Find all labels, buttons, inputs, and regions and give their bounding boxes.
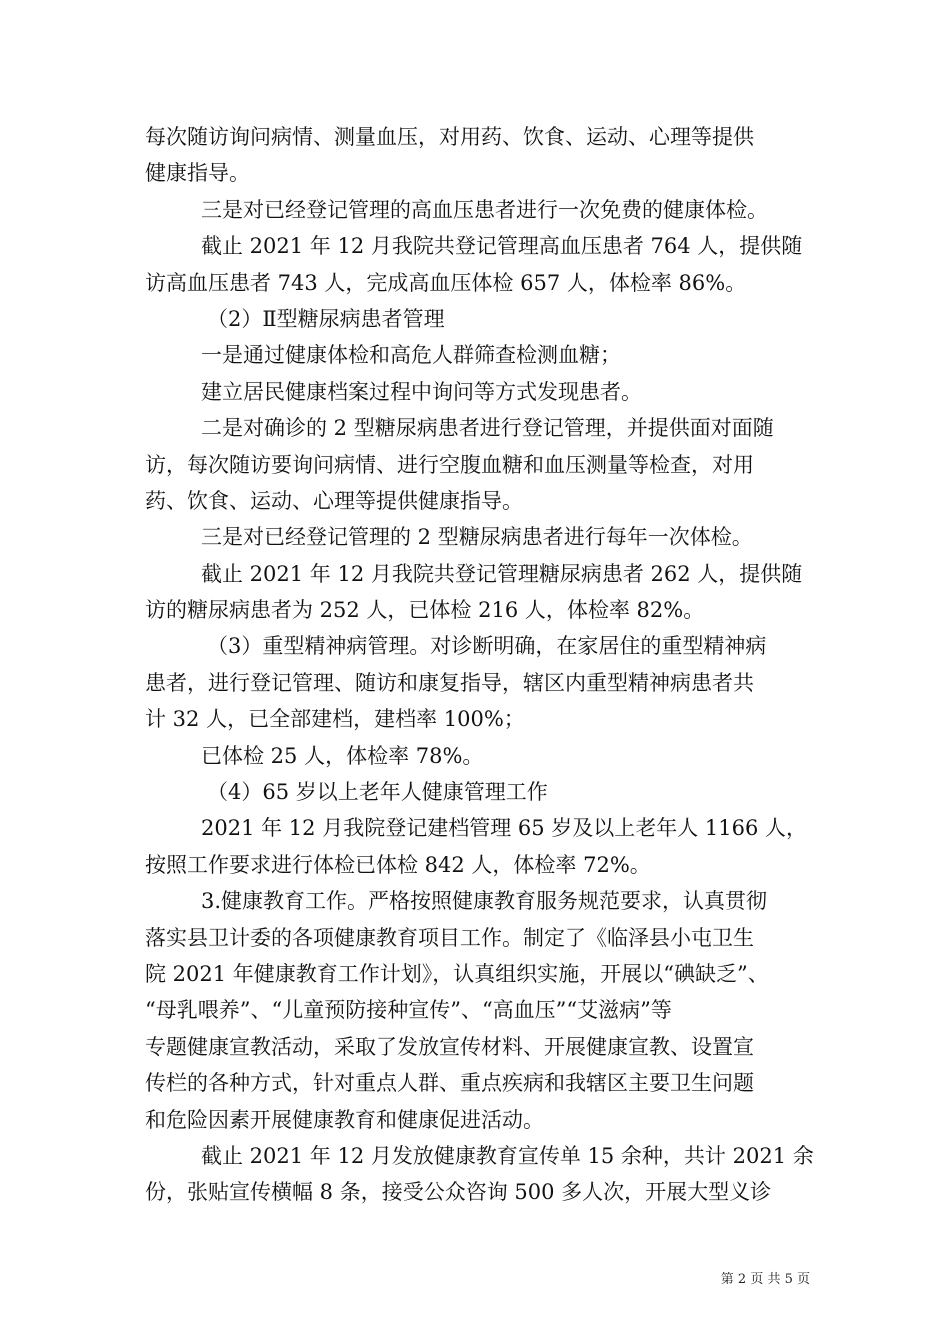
section-heading: （3）重型精神病管理。对诊断明确，在家居住的重型精神病 [207, 634, 767, 659]
text-line: “母乳喂养”、“儿童预防接种宣传”、“高血压”“艾滋病”等 [145, 998, 672, 1023]
text-line: 份，张贴宣传横幅 8 条，接受公众咨询 500 多人次，开展大型义诊 [145, 1180, 772, 1205]
text-line: 患者，进行登记管理、随访和康复指导，辖区内重型精神病患者共 [145, 670, 754, 695]
text-line: 访的糖尿病患者为 252 人，已体检 216 人，体检率 82%。 [145, 598, 705, 623]
text-line: 三是对已经登记管理的 2 型糖尿病患者进行每年一次体检。 [201, 525, 753, 550]
text-line: 截止 2021 年 12 月发放健康教育宣传单 15 余种，共计 2021 余 [201, 1143, 814, 1168]
text-line: 每次随访询问病情、测量血压，对用药、饮食、运动、心理等提供 [145, 125, 754, 149]
text-line: 截止 2021 年 12 月我院共登记管理高血压患者 764 人，提供随 [201, 234, 803, 259]
page-number: 第 2 页 共 5 页 [720, 1272, 810, 1287]
text-line: 院 2021 年健康教育工作计划》，认真组织实施，开展以“碘缺乏”、 [145, 961, 769, 986]
text-line: 建立居民健康档案过程中询问等方式发现患者。 [201, 379, 642, 404]
text-line: 截止 2021 年 12 月我院共登记管理糖尿病患者 262 人，提供随 [201, 561, 803, 586]
text-line: 计 32 人，已全部建档，建档率 100%； [145, 707, 525, 732]
text-line: 和危险因素开展健康教育和健康促进活动。 [145, 1107, 544, 1132]
text-line: 三是对已经登记管理的高血压患者进行一次免费的健康体检。 [201, 197, 768, 222]
text-line: 二是对确诊的 2 型糖尿病患者进行登记管理，并提供面对面随 [201, 416, 774, 441]
text-line: 落实县卫计委的各项健康教育项目工作。制定了《临泽县小屯卫生 [145, 925, 754, 950]
text-line: 已体检 25 人，体检率 78%。 [201, 743, 484, 768]
text-line: 3.健康教育工作。严格按照健康教育服务规范要求，认真贯彻 [201, 889, 768, 914]
text-line: 药、饮食、运动、心理等提供健康指导。 [145, 488, 523, 513]
section-heading: （4）65 岁以上老年人健康管理工作 [207, 780, 548, 805]
text-line: 按照工作要求进行体检已体检 842 人，体检率 72%。 [145, 852, 651, 877]
document-body [145, 119, 815, 1211]
text-line: 访高血压患者 743 人，完成高血压体检 657 人，体检率 86%。 [145, 270, 747, 295]
text-line: 访，每次随访要询问病情、进行空腹血糖和血压测量等检查，对用 [145, 452, 754, 477]
section-heading: （2）Ⅱ型糖尿病患者管理 [207, 306, 445, 331]
text-line: 健康指导。 [145, 161, 250, 186]
text-line: 传栏的各种方式，针对重点人群、重点疾病和我辖区主要卫生问题 [145, 1071, 754, 1096]
text-line: 专题健康宣教活动，采取了发放宣传材料、开展健康宣教、设置宣 [145, 1034, 754, 1059]
text-line: 2021 年 12 月我院登记建档管理 65 岁及以上老年人 1166 人， [201, 816, 808, 841]
text-line: 一是通过健康体检和高危人群筛查检测血糖； [201, 343, 621, 368]
